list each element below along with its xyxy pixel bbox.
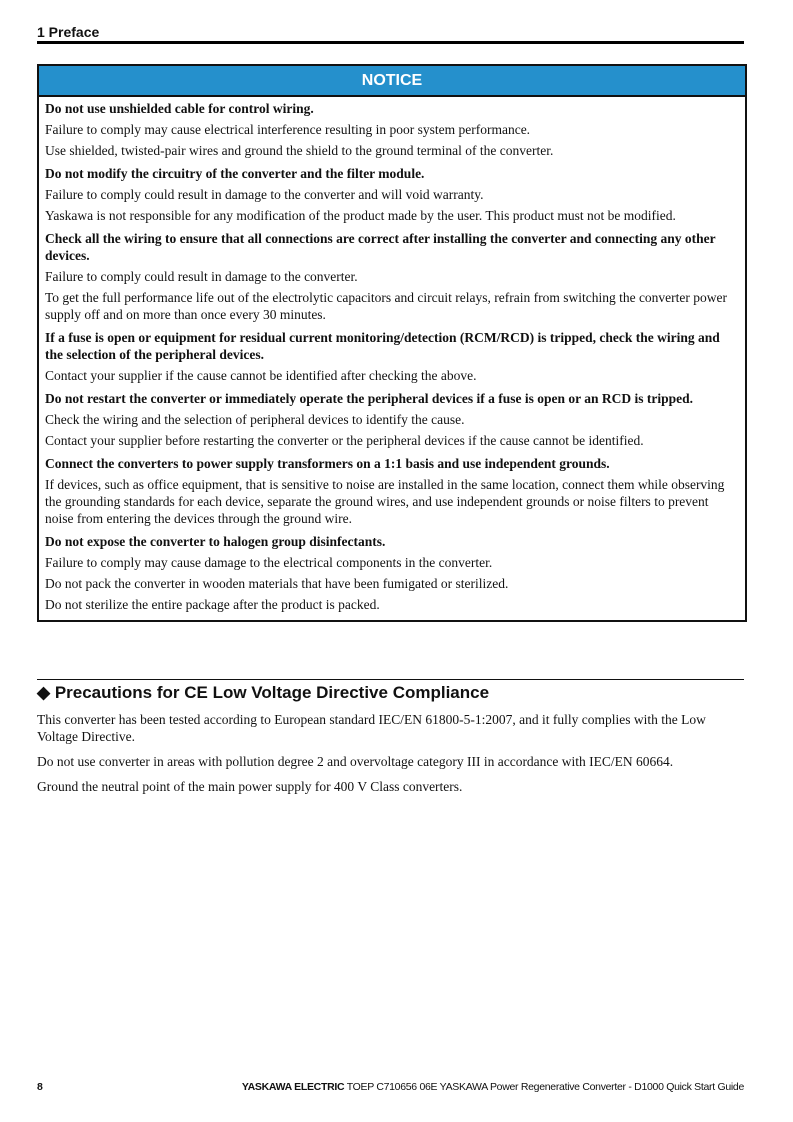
paragraph: Do not use converter in areas with pollution degree 2 and overvoltage category III in accordance with IEC/EN 60664. — [37, 754, 674, 769]
notice-item-heading: Do not modify the circuitry of the converter and the filter module. — [45, 166, 425, 181]
notice-item-heading: If a fuse is open or equipment for residual current monitoring/detection (RCM/RCD) is tripped, check the wiring and the selection of the peripheral devices. — [45, 330, 720, 362]
notice-item — [45, 533, 739, 613]
paragraph: This converter has been tested according to European standard IEC/EN 61800-5-1:2007, and it fully complies with the Low Voltage Directive. — [37, 712, 706, 744]
section-title: Precautions for CE Low Voltage Directive Compliance — [54, 683, 490, 702]
notice-item-text: Contact your supplier if the cause cannot be identified after checking the above. — [45, 368, 477, 383]
notice-item-text: Do not sterilize the entire package after the product is packed. — [45, 597, 380, 612]
notice-label: NOTICE — [39, 66, 745, 97]
notice-item — [45, 165, 739, 224]
notice-item-text: Yaskawa is not responsible for any modification of the product made by the user. This product must not be modified. — [45, 208, 676, 223]
notice-item-text: Failure to comply could result in damage to the converter. — [45, 269, 358, 284]
notice-item-text: Use shielded, twisted-pair wires and ground the shield to the ground terminal of the converter. — [45, 143, 554, 158]
footer-brand: YASKAWA ELECTRIC — [241, 1081, 345, 1093]
notice-box — [37, 64, 747, 622]
notice-item — [45, 455, 739, 527]
notice-item-text: Check the wiring and the selection of peripheral devices to identify the cause. — [45, 412, 465, 427]
notice-item-text: Contact your supplier before restarting the converter or the peripheral devices if the cause cannot be identified. — [45, 433, 644, 448]
footer-title: TOEP C710656 06E YASKAWA Power Regenerative Converter - D1000 Quick Start Guide — [344, 1081, 744, 1093]
notice-item — [45, 329, 739, 384]
notice-item-heading: Connect the converters to power supply transformers on a 1:1 basis and use independent grounds. — [45, 456, 610, 471]
page-number: 8 — [37, 1081, 43, 1093]
notice-item-text: Failure to comply could result in damage to the converter and will void warranty. — [45, 187, 484, 202]
notice-body — [39, 97, 745, 620]
footer-guide — [242, 1081, 744, 1093]
notice-item-text: To get the full performance life out of the electrolytic capacitors and circuit relays, refrain from switching the converter power supply off and on more than once every 30 minutes. — [45, 290, 728, 322]
notice-item-text: Failure to comply may cause electrical interference resulting in poor system performance. — [45, 122, 531, 137]
section-heading — [37, 683, 744, 703]
notice-item-heading: Do not restart the converter or immediately operate the peripheral devices if a fuse is open or an RCD is tripped. — [45, 391, 694, 406]
notice-item — [45, 390, 739, 449]
notice-item-text: Do not pack the converter in wooden materials that have been fumigated or sterilized. — [45, 576, 509, 591]
page-header: 1 Preface — [37, 24, 744, 44]
notice-item — [45, 230, 739, 323]
ce-section — [37, 679, 744, 803]
notice-item-heading: Do not expose the converter to halogen group disinfectants. — [45, 534, 386, 549]
notice-item — [45, 100, 739, 159]
notice-item-text: If devices, such as office equipment, that is sensitive to noise are installed in the same location, connect them while observing the grounding standards for each device, separate the ground wires, and use independent grounds or noise filters to prevent noise from entering the devices through the ground wire. — [45, 477, 725, 526]
paragraph: Ground the neutral point of the main power supply for 400 V Class converters. — [37, 779, 463, 794]
notice-item-heading: Do not use unshielded cable for control wiring. — [45, 101, 314, 116]
diamond-bullet-icon: ◆ — [37, 683, 51, 702]
notice-item-text: Failure to comply may cause damage to the electrical components in the converter. — [45, 555, 493, 570]
notice-item-heading: Check all the wiring to ensure that all connections are correct after installing the converter and connecting any other devices. — [45, 231, 716, 263]
